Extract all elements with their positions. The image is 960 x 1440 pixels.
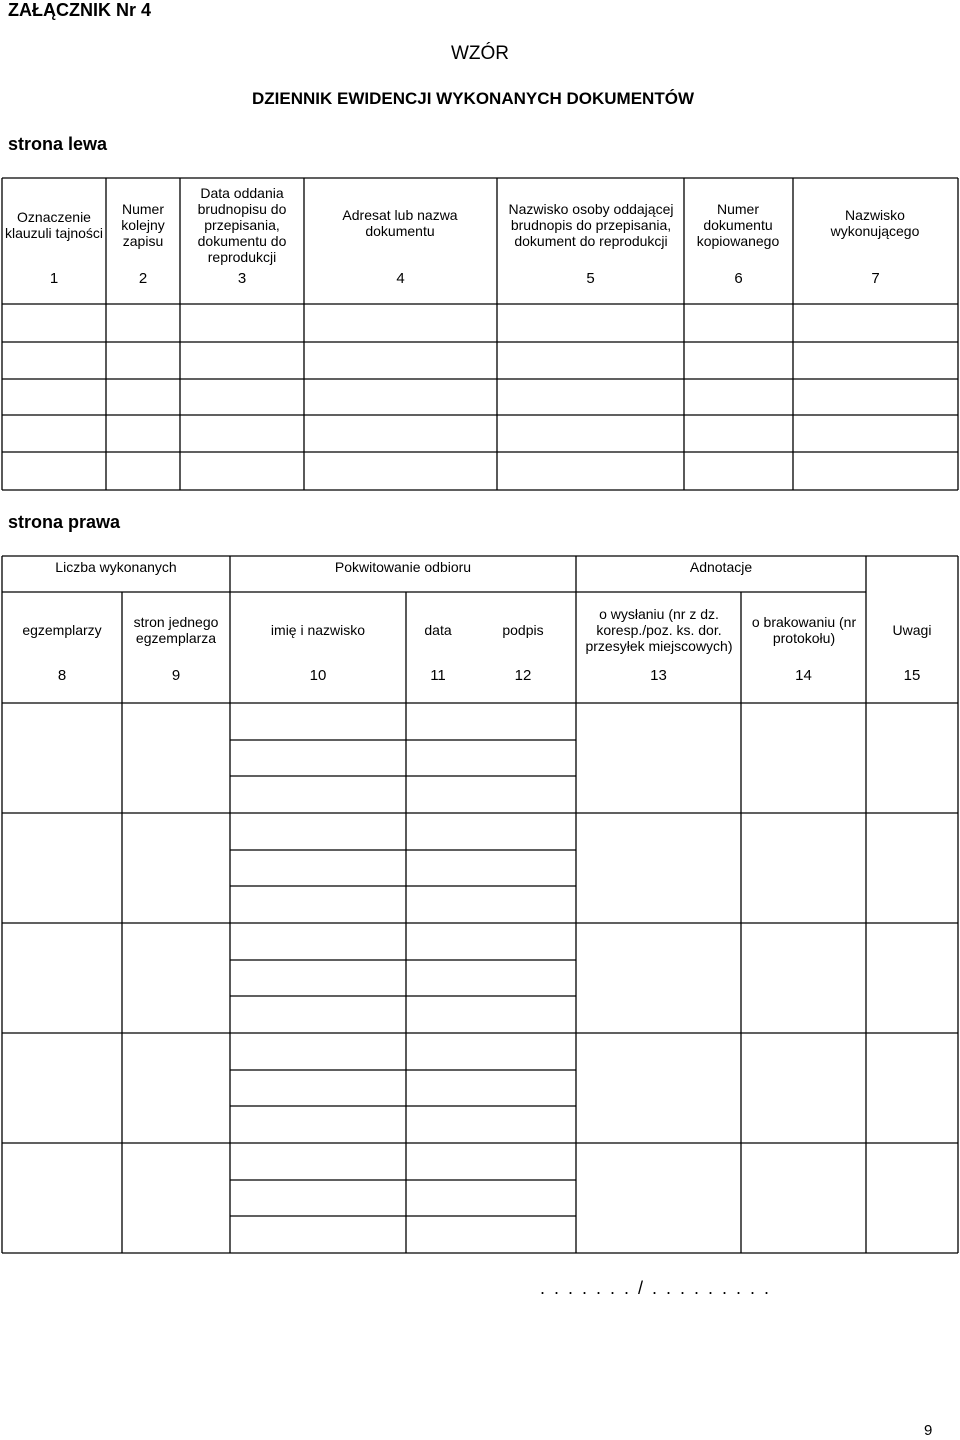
right-col-9-number: 9 — [171, 667, 181, 684]
right-side-heading: strona prawa — [8, 512, 121, 532]
right-col-9-header: stron jednego egzemplarza — [133, 614, 219, 646]
right-col-8-header: egzemplarzy — [22, 622, 102, 638]
left-col-2-number: 2 — [138, 270, 148, 287]
signature-dots: . . . . . . . / . . . . . . . . . — [540, 1278, 772, 1298]
right-col-12-number: 12 — [514, 667, 532, 684]
left-col-3-number: 3 — [237, 270, 247, 287]
left-col-5-header: Nazwisko osoby oddającej brudnopis do przepisania, dokument do reprodukcji — [508, 201, 674, 249]
left-col-7-header: Nazwisko wykonującego — [830, 207, 920, 239]
group-receipt-header: Pokwitowanie odbioru — [334, 559, 472, 575]
right-col-14-header: o brakowaniu (nr protokołu) — [751, 614, 857, 646]
right-col-12-header: podpis — [502, 622, 544, 638]
right-col-10-number: 10 — [309, 667, 327, 684]
right-col-15-header: Uwagi — [892, 622, 932, 638]
group-count-header: Liczba wykonanych — [55, 559, 177, 575]
left-col-4-number: 4 — [396, 270, 405, 287]
template-label: WZÓR — [450, 43, 510, 64]
left-col-6-number: 6 — [734, 270, 743, 287]
right-col-13-header: o wysłaniu (nr z dz. koresp./poz. ks. dor. przesyłek miejscowych) — [585, 606, 733, 654]
left-col-7-number: 7 — [871, 270, 880, 287]
page-title: DZIENNIK EWIDENCJI WYKONANYCH DOKUMENTÓW — [252, 89, 694, 108]
left-col-6-header: Numer dokumentu kopiowanego — [696, 201, 780, 249]
right-col-13-number: 13 — [650, 667, 667, 684]
left-col-5-number: 5 — [586, 270, 595, 287]
right-col-11-header: data — [424, 622, 452, 638]
page-number: 9 — [924, 1422, 933, 1439]
left-side-heading: strona lewa — [8, 134, 108, 154]
annex-label: ZAŁĄCZNIK Nr 4 — [8, 0, 151, 20]
right-col-10-header: imię i nazwisko — [270, 622, 366, 638]
left-col-3-header: Data oddania brudnopisu do przepisania, dokumentu do reprodukcji — [197, 185, 287, 265]
left-col-2-header: Numer kolejny zapisu — [121, 201, 165, 249]
right-col-11-number: 11 — [430, 667, 446, 684]
left-col-1-header: Oznaczenie klauzuli tajności — [4, 209, 104, 241]
group-notes-header: Adnotacje — [689, 559, 753, 575]
right-col-8-number: 8 — [57, 667, 67, 684]
left-col-1-number: 1 — [49, 270, 59, 287]
right-col-14-number: 14 — [795, 667, 812, 684]
right-col-15-number: 15 — [903, 667, 921, 684]
left-col-4-header: Adresat lub nazwa dokumentu — [342, 207, 458, 239]
